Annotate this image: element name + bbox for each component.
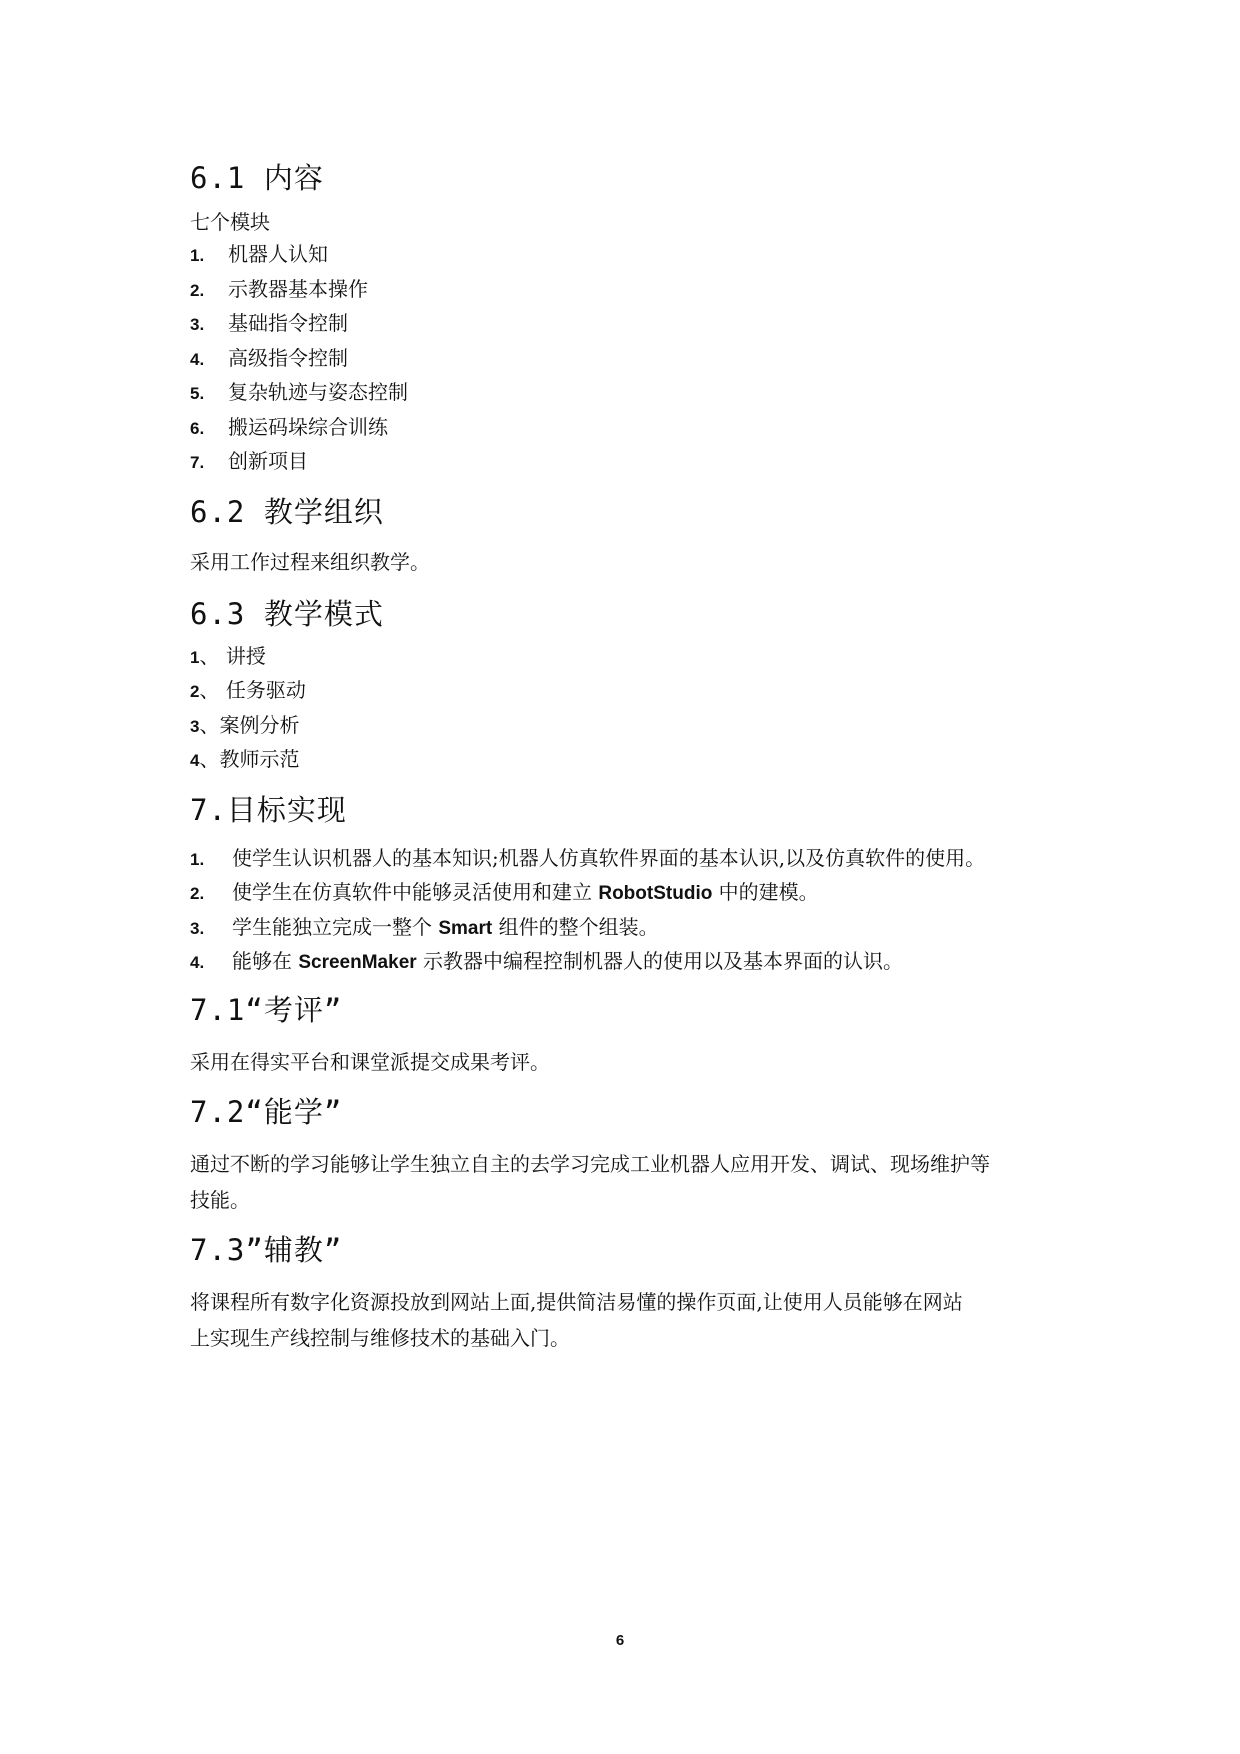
list-text-part: 使学生在仿真软件中能够灵活使用和建立 xyxy=(232,880,599,904)
list-text: 使学生认识机器人的基本知识;机器人仿真软件界面的基本认识,以及仿真软件的使用。 xyxy=(232,845,986,870)
list-text xyxy=(232,876,819,911)
list-text: 复杂轨迹与姿态控制 xyxy=(228,380,408,404)
list-item xyxy=(190,238,1070,273)
heading-6-1: 6.1 内容 xyxy=(190,161,324,195)
list-item xyxy=(190,376,1070,411)
list-item xyxy=(190,945,1070,980)
assisted-teaching-text-line-2: 上实现生产线控制与维修技术的基础入门。 xyxy=(190,1325,570,1350)
list-text: 、 讲授 xyxy=(199,643,266,668)
list-item xyxy=(190,411,1070,446)
list-text xyxy=(232,945,903,980)
list-number: 4. xyxy=(190,349,205,369)
assisted-teaching-text-line-1: 将课程所有数字化资源投放到网站上面,提供简洁易懂的操作页面,让使用人员能够在网站 xyxy=(190,1289,963,1314)
list-number: 7. xyxy=(190,453,205,472)
list-number: 3. xyxy=(190,315,205,334)
list-number: 2. xyxy=(190,884,205,903)
page-number: 6 xyxy=(615,1632,625,1649)
software-name: RobotStudio xyxy=(598,883,713,904)
list-text: 搬运码垛综合训练 xyxy=(228,414,388,439)
list-text: 示教器基本操作 xyxy=(228,276,368,301)
list-text: 、 任务驱动 xyxy=(199,678,306,702)
list-number: 5. xyxy=(190,384,205,403)
list-text: 高级指令控制 xyxy=(228,345,348,370)
list-text: 创新项目 xyxy=(228,449,308,473)
heading-6-2: 6.2 教学组织 xyxy=(190,494,384,529)
list-item xyxy=(190,273,1070,308)
list-item xyxy=(190,640,1070,675)
list-text: 基础指令控制 xyxy=(228,311,348,335)
module-list xyxy=(190,238,1070,480)
teaching-mode-list xyxy=(190,640,1070,778)
page-content xyxy=(190,158,1070,1356)
list-number: 2. xyxy=(190,280,205,300)
list-number: 1. xyxy=(190,849,205,869)
learning-text-line-2: 技能。 xyxy=(190,1187,250,1212)
heading-7-1: 7.1“考评” xyxy=(190,992,343,1027)
list-number: 4 xyxy=(190,751,200,770)
teaching-organization-text: 采用工作过程来组织教学。 xyxy=(190,549,430,574)
list-number: 3. xyxy=(190,918,205,938)
list-item xyxy=(190,307,1070,342)
list-number: 3 xyxy=(190,716,200,736)
list-text-part: 示教器中编程控制机器人的使用以及基本界面的认识。 xyxy=(416,949,904,973)
intro-text: 七个模块 xyxy=(190,210,270,234)
list-item xyxy=(190,342,1070,377)
list-number: 1 xyxy=(190,647,200,667)
assessment-text: 采用在得实平台和课堂派提交成果考评。 xyxy=(190,1049,550,1074)
list-number: 1. xyxy=(190,246,205,265)
goal-list xyxy=(190,842,1070,980)
heading-7-2: 7.2“能学” xyxy=(190,1094,343,1129)
list-number: 2 xyxy=(190,682,200,701)
list-text: 机器人认知 xyxy=(228,242,328,266)
list-item xyxy=(190,445,1070,480)
list-text-part: 组件的整个组装。 xyxy=(492,914,659,939)
learning-text-line-1: 通过不断的学习能够让学生独立自主的去学习完成工业机器人应用开发、调试、现场维护等 xyxy=(190,1151,990,1176)
list-item xyxy=(190,876,1070,911)
list-text-part: 中的建模。 xyxy=(712,880,819,904)
heading-7-3: 7.3”辅教” xyxy=(190,1232,343,1267)
list-text-part: 能够在 xyxy=(232,949,299,973)
list-item xyxy=(190,743,1070,778)
software-name: ScreenMaker xyxy=(298,952,417,973)
component-name: Smart xyxy=(438,917,493,939)
heading-7: 7.目标实现 xyxy=(190,792,347,827)
list-text: 、教师示范 xyxy=(199,747,300,771)
list-item xyxy=(190,842,1070,877)
list-text-part: 学生能独立完成一整个 xyxy=(232,914,439,939)
heading-6-3: 6.3 教学模式 xyxy=(190,596,384,631)
list-item xyxy=(190,709,1070,744)
list-item xyxy=(190,911,1070,946)
list-number: 6. xyxy=(190,418,205,438)
list-number: 4. xyxy=(190,953,205,972)
list-text: 、案例分析 xyxy=(199,712,300,737)
list-item xyxy=(190,674,1070,709)
list-text xyxy=(232,911,659,946)
